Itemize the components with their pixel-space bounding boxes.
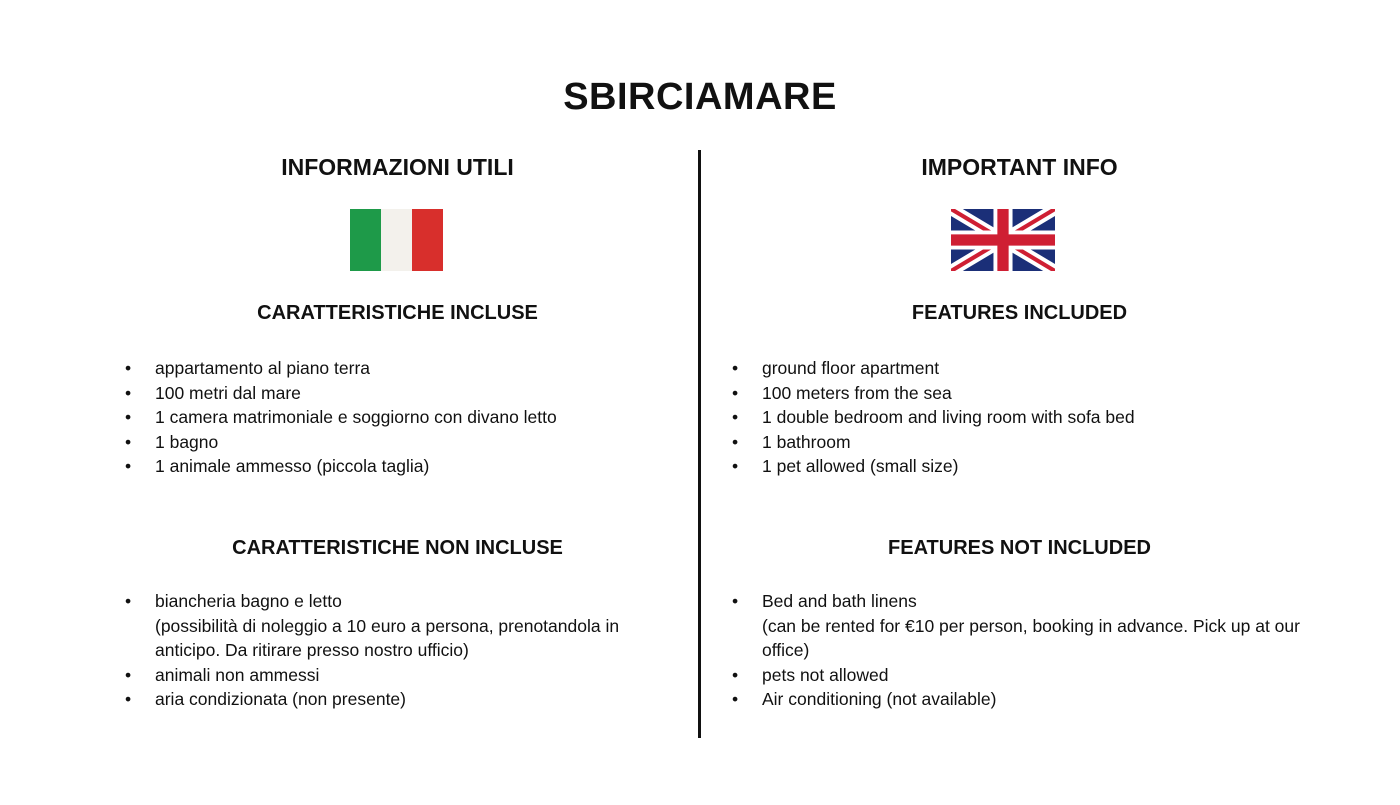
italian-not-included-list bbox=[125, 589, 670, 712]
list-item-note: (possibilità di noleggio a 10 euro a persona, prenotandola in anticipo. Da ritirare presso nostro ufficio) bbox=[155, 615, 620, 660]
list-item: • appartamento al piano terra bbox=[125, 356, 670, 381]
list-item: • 100 meters from the sea bbox=[732, 381, 1307, 406]
bullet-icon: • bbox=[732, 456, 739, 476]
list-item: • 1 bagno bbox=[125, 430, 670, 455]
bullet-icon: • bbox=[732, 407, 739, 427]
bullet-icon: • bbox=[732, 664, 739, 685]
list-item: • 1 bathroom bbox=[732, 430, 1307, 455]
bullet-icon: • bbox=[732, 382, 739, 403]
list-item: • biancheria bagno e letto (possibilità di noleggio a 10 euro a persona, prenotandola in anticipo. Da ritirare presso nostro ufficio) bbox=[125, 589, 670, 663]
bullet-icon: • bbox=[125, 664, 132, 685]
italian-included-heading: CARATTERISTICHE INCLUSE bbox=[257, 302, 538, 324]
bullet-icon: • bbox=[732, 591, 739, 611]
page-title: SBIRCIAMARE bbox=[563, 76, 837, 118]
english-not-included-heading: FEATURES NOT INCLUDED bbox=[888, 537, 1151, 559]
list-item: • 1 camera matrimoniale e soggiorno con divano letto bbox=[125, 405, 670, 430]
list-item: • Air conditioning (not available) bbox=[732, 687, 1307, 712]
bullet-icon: • bbox=[125, 431, 132, 452]
bullet-icon: • bbox=[125, 456, 132, 476]
bullet-icon: • bbox=[125, 358, 132, 378]
bullet-icon: • bbox=[732, 689, 739, 709]
uk-flag-icon bbox=[951, 209, 1055, 271]
list-item: • 1 pet allowed (small size) bbox=[732, 454, 1307, 479]
english-not-included-list bbox=[732, 589, 1307, 712]
english-included-heading: FEATURES INCLUDED bbox=[911, 302, 1128, 324]
bullet-icon: • bbox=[125, 407, 132, 427]
english-heading: IMPORTANT INFO bbox=[921, 154, 1118, 180]
bullet-icon: • bbox=[125, 689, 132, 709]
bullet-icon: • bbox=[732, 358, 739, 378]
list-item: • animali non ammessi bbox=[125, 663, 670, 688]
english-included-list bbox=[732, 356, 1307, 479]
list-item: • pets not allowed bbox=[732, 663, 1307, 688]
italian-column bbox=[125, 0, 670, 805]
italian-not-included-heading: CARATTERISTICHE NON INCLUSE bbox=[232, 537, 563, 559]
list-item: • 100 metri dal mare bbox=[125, 381, 670, 406]
list-item: • 1 double bedroom and living room with sofa bed bbox=[732, 405, 1307, 430]
italian-included-list bbox=[125, 356, 670, 479]
list-item-note: (can be rented for €10 per person, booking in advance. Pick up at our office) bbox=[762, 615, 1300, 660]
bullet-icon: • bbox=[125, 382, 132, 403]
column-divider bbox=[698, 150, 701, 738]
list-item: • aria condizionata (non presente) bbox=[125, 687, 670, 712]
italian-heading: INFORMAZIONI UTILI bbox=[281, 154, 514, 180]
english-column bbox=[732, 0, 1307, 805]
list-item: • Bed and bath linens (can be rented for €10 per person, booking in advance. Pick up at our office) bbox=[732, 589, 1307, 663]
bullet-icon: • bbox=[125, 591, 132, 611]
list-item: • 1 animale ammesso (piccola taglia) bbox=[125, 454, 670, 479]
italy-flag-icon bbox=[350, 209, 443, 271]
list-item: • ground floor apartment bbox=[732, 356, 1307, 381]
bullet-icon: • bbox=[732, 431, 739, 452]
